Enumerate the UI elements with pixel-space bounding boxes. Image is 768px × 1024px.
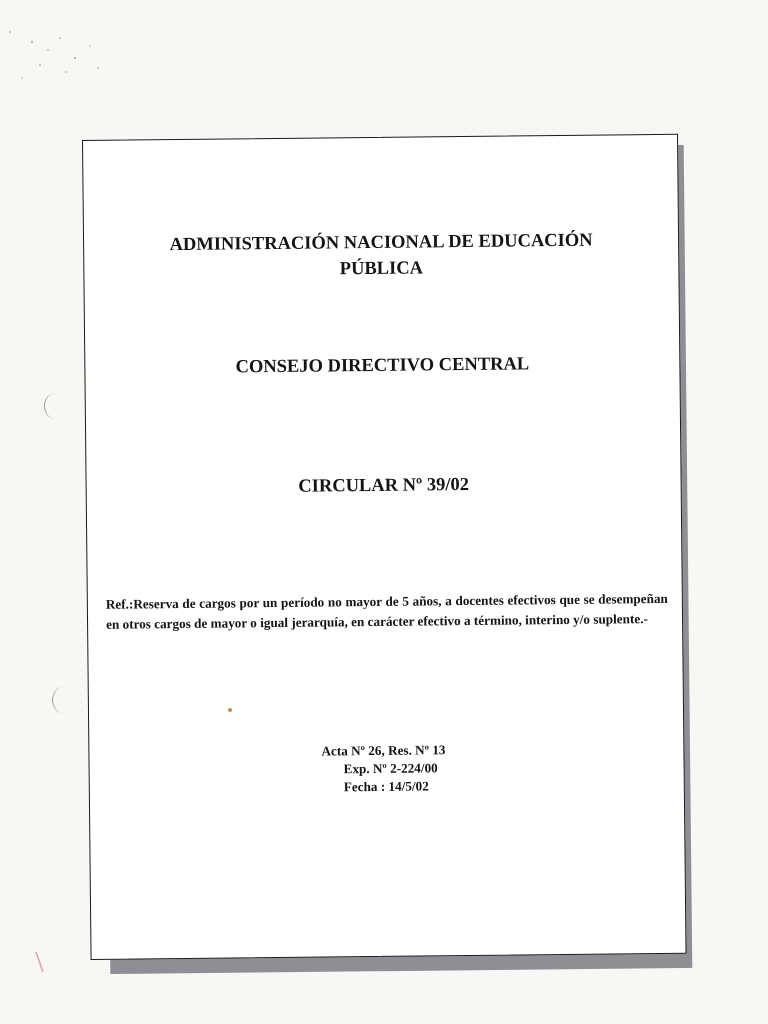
institution-title-line1: ADMINISTRACIÓN NACIONAL DE EDUCACIÓN bbox=[169, 230, 593, 256]
scan-specks bbox=[0, 20, 120, 90]
circular-number: CIRCULAR Nº 39/02 bbox=[298, 474, 470, 497]
acta-line: Acta Nº 26, Res. Nº 13 bbox=[321, 742, 446, 759]
council-title: CONSEJO DIRECTIVO CENTRAL bbox=[235, 354, 530, 378]
record-details bbox=[321, 741, 446, 796]
institution-title bbox=[84, 227, 679, 285]
red-pen-mark bbox=[34, 950, 46, 976]
reference-paragraph: Ref.:Reserva de cargos por un período no mayor de 5 años, a docentes efectivos que se desempeñan en otros cargos de mayor o igual jerarquía, en carácter efectivo a término, interino y/o suplente.- bbox=[105, 590, 668, 632]
expediente-line: Exp. Nº 2-224/00 bbox=[343, 760, 438, 777]
punch-hole-bottom bbox=[52, 687, 75, 713]
cover-sheet bbox=[82, 134, 687, 960]
punch-hole-top bbox=[44, 393, 67, 419]
fecha-line: Fecha : 14/5/02 bbox=[343, 778, 429, 795]
stray-mark bbox=[228, 708, 232, 712]
institution-title-line2: PÚBLICA bbox=[339, 258, 424, 280]
